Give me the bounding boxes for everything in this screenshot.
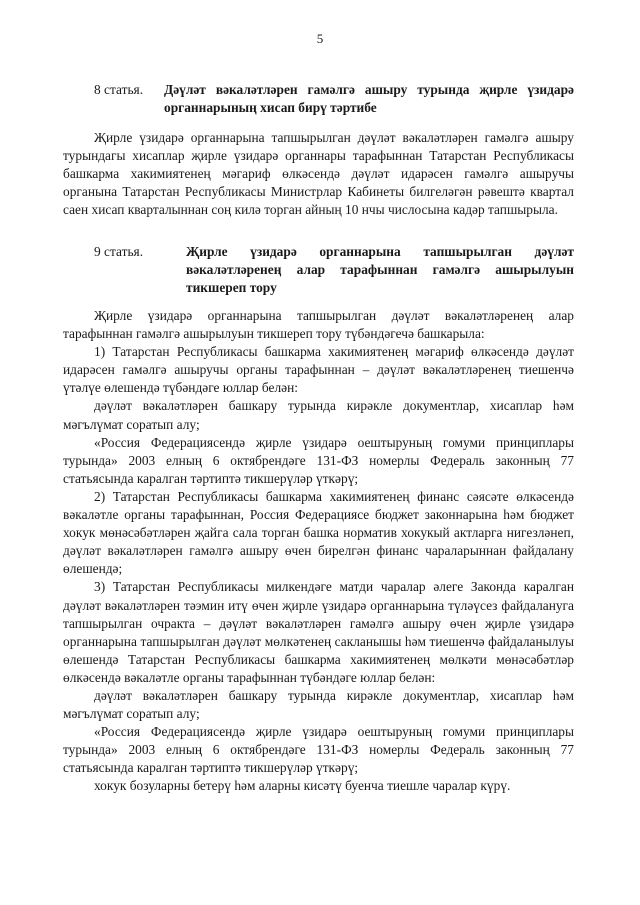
article-8-body — [63, 129, 574, 219]
paragraph: 3) Татарстан Республикасы милкендәге матди чаралар әлеге Законда каралган дәүләт вәкаләтләрен тәэмин итү өчен җирле үзидарә органнарына түләүсез файдалануга тапшырылган очракта – дәүләт вәкаләтләрен гамәлгә ашыру өчен җирле үзидарә органнарына тапшырылган дәүләт мөлкәтенең сакланышы һәм тиешенчә файдаланылуы өлешендә Татарстан Республикасы башкарма хакимиятенең мөлкәти мөнәсәбәтләр өлкәсендә вәкаләтле органы тарафыннан түбәндәге юллар белән: — [63, 579, 574, 685]
paragraph: Җирле үзидарә органнарына тапшырылган дәүләт вәкаләтләрен гамәлгә ашыру турындагы хисаплар җирле үзидарә органнары тарафыннан Татарстан Республикасы башкарма хакимиятенең мәгариф өлкәсендә дәүләт идарәсен гамәлгә ашыручы органына Татарстан Республикасы Министрлар Кабинеты билгеләгән рәвештә квартал саен хисап кварталыннан соң килә торган айның 10 нчы числосына кадәр тапшырыла. — [63, 130, 574, 218]
article-9-number: 9 статья. — [94, 244, 144, 259]
article-8-heading — [94, 81, 574, 117]
article-9-title: Җирле үзидарә органнарына тапшырылган дәүләт вәкаләтләренең алар тарафыннан гамәлгә ашырылуын тикшереп тору — [186, 244, 574, 295]
paragraph: 2) Татарстан Республикасы башкарма хакимиятенең финанс сәясәте өлкәсендә вәкаләтле органы тарафыннан, Россия Федерациясе бюджет законнарына һәм бюджет хокук мөнәсәбәтләрен җайга сала торган башка норматив хокукый актларга нигезләнеп, дәүләт вәкаләтләрен гамәлгә ашыру өчен бирелгән финанс чараларыннан файдалану өлешендә; — [63, 488, 574, 577]
page-number: 5 — [316, 31, 324, 46]
paragraph: «Россия Федерациясендә җирле үзидарә оештыруның гомуми принциплары турында» 2003 елның 6 октябрендәге 131-ФЗ номерлы Федераль законның 77 статьясында каралган тәртиптә тикшерүләр үткәрү; — [63, 434, 574, 486]
article-8-number: 8 статья. — [94, 82, 144, 97]
article-8-title: Дәүләт вәкаләтләрен гамәлгә ашыру турында җирле үзидарә органнарының хисап бирү тәртибе — [164, 82, 574, 115]
article-9-body — [63, 307, 574, 796]
paragraph: 1) Татарстан Республикасы башкарма хакимиятенең мәгариф өлкәсендә дәүләт идарәсен гамәлгә ашыручы органы тарафыннан – дәүләт вәкаләтләренең тиешенчә үтәлүе өлешендә түбәндәге юллар белән: — [63, 344, 574, 396]
paragraph: дәүләт вәкаләтләрен башкару турында кирәкле документлар, хисаплар һәм мәгълүмат соратып алу; — [63, 398, 574, 432]
paragraph: хокук бозуларны бетерү һәм аларны кисәтү буенча тиешле чаралар күрү. — [94, 778, 511, 794]
paragraph: Җирле үзидарә органнарына тапшырылган дәүләт вәкаләтләренең алар тарафыннан гамәлгә ашырылуын тикшереп тору түбәндәгечә башкарыла: — [63, 308, 574, 342]
paragraph: «Россия Федерациясендә җирле үзидарә оештыруның гомуми принциплары турында» 2003 елның 6 октябрендәге 131-ФЗ номерлы Федераль законның 77 статьясында каралган тәртиптә тикшерүләр үткәрү; — [63, 724, 574, 776]
paragraph: дәүләт вәкаләтләрен башкару турында кирәкле документлар, хисаплар һәм мәгълүмат соратып алу; — [63, 687, 574, 722]
article-9-heading — [94, 243, 574, 297]
